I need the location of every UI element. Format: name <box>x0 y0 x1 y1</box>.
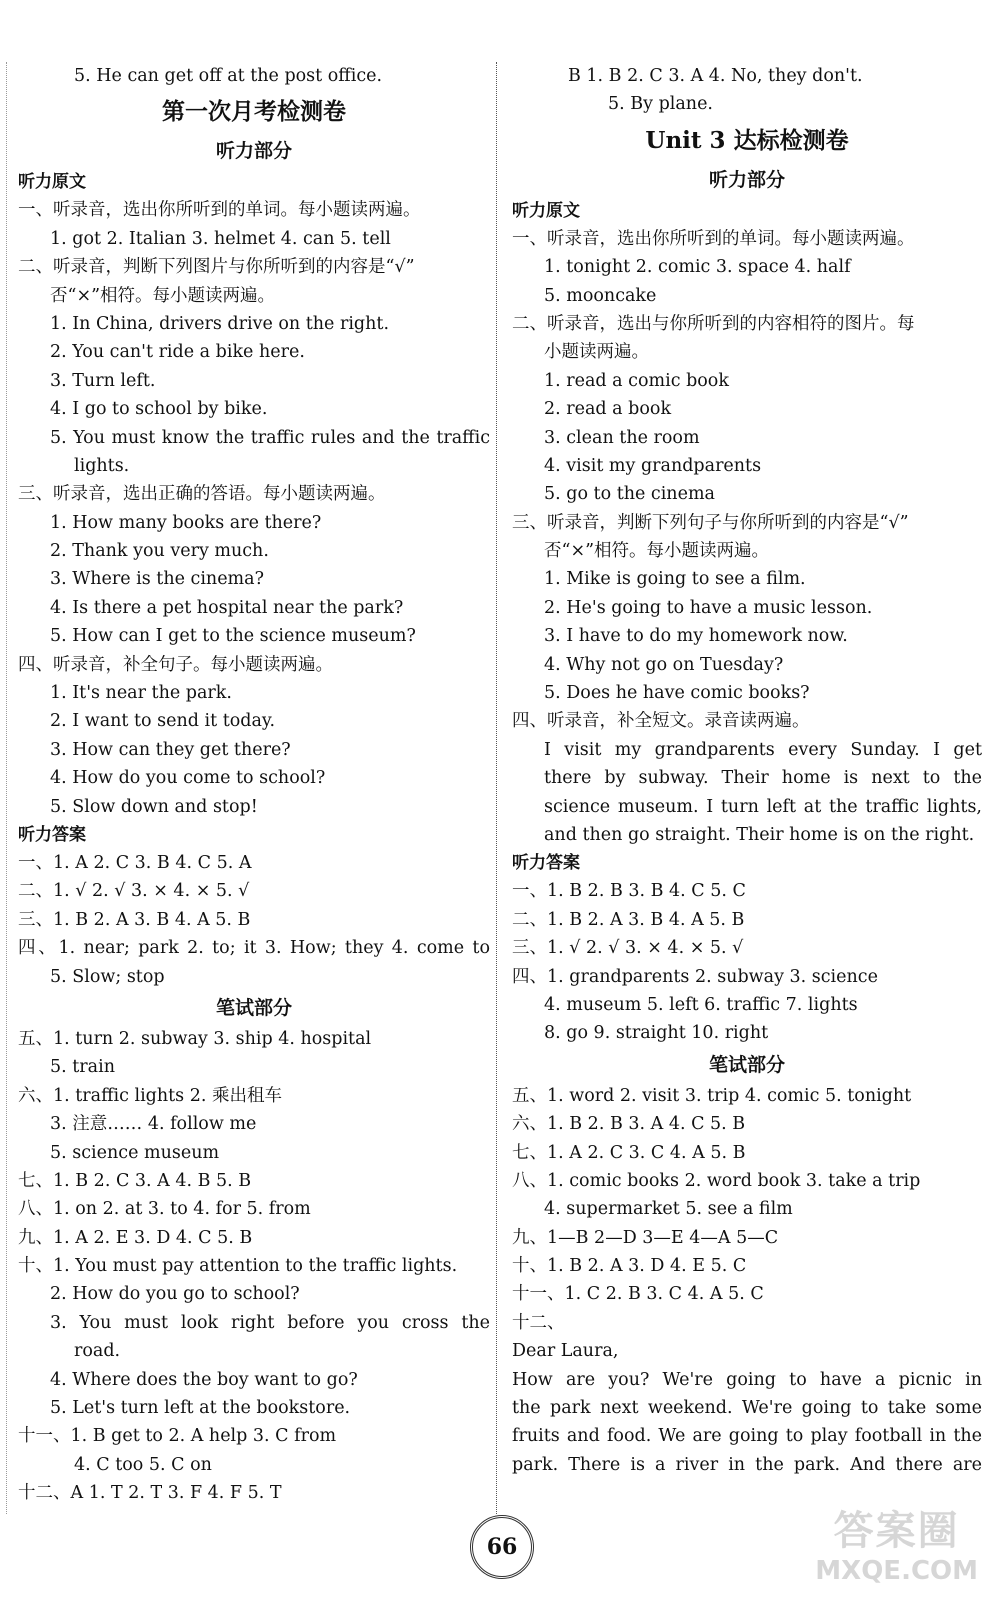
watermark-url: MXQE.COM <box>815 1556 978 1586</box>
text-line: 3. Where is the cinema? <box>50 569 264 590</box>
text-line: 十、1. B 2. A 3. D 4. E 5. C <box>512 1256 747 1277</box>
text-line: 3. How can they get there? <box>50 739 291 760</box>
text-line: 5. go to the cinema <box>544 484 715 505</box>
text-line: 4. Is there a pet hospital near the park? <box>50 597 404 618</box>
text-line: lights. <box>74 455 130 476</box>
part-heading: 笔试部分 <box>708 1053 785 1076</box>
text-line: 四、1. grandparents 2. subway 3. science <box>512 966 878 987</box>
text-line: fruits and food. We are going to play football in the <box>512 1426 982 1447</box>
text-line: 1. In China, drivers drive on the right. <box>50 313 390 334</box>
text-line: 1. got 2. Italian 3. helmet 4. can 5. tell <box>50 228 391 249</box>
page-number-badge <box>470 1515 534 1579</box>
text-line: road. <box>74 1341 121 1362</box>
text-line: 十一、1. C 2. B 3. C 4. A 5. C <box>512 1284 764 1305</box>
part-heading: 听力部分 <box>708 168 785 191</box>
text-line: 四、听录音，补全短文。录音读两遍。 <box>512 711 810 732</box>
text-line: science museum. I turn left at the traffic lights, <box>544 796 982 817</box>
right-column <box>512 62 982 1479</box>
text-line: 5. Slow; stop <box>50 966 165 987</box>
text-line: 七、1. B 2. C 3. A 4. B 5. B <box>18 1170 252 1191</box>
text-line: How are you? We're going to have a picnic in <box>512 1369 982 1390</box>
text-line: 5. By plane. <box>608 94 713 115</box>
text-line: 5. Slow down and stop! <box>50 796 258 817</box>
text-line: 一、1. A 2. C 3. B 4. C 5. A <box>18 852 252 873</box>
text-line: 一、听录音，选出你所听到的单词。每小题读两遍。 <box>512 228 915 249</box>
text-line: 三、1. B 2. A 3. B 4. A 5. B <box>18 909 251 930</box>
text-line: 一、听录音，选出你所听到的单词。每小题读两遍。 <box>18 200 421 221</box>
text-line: 5. He can get off at the post office. <box>74 66 383 86</box>
text-line: 4. Why not go on Tuesday? <box>544 654 784 675</box>
text-line: 四、听录音，补全句子。每小题读两遍。 <box>18 654 333 675</box>
text-line: and then go straight. Their home is on the right. <box>544 824 975 845</box>
text-line: 5. How can I get to the science museum? <box>50 626 416 647</box>
part-heading: 笔试部分 <box>215 996 292 1019</box>
section-title: 第一次月考检测卷 <box>162 98 346 126</box>
text-line: 三、1. √ 2. √ 3. × 4. × 5. √ <box>512 938 744 959</box>
text-line: 3. You must look right before you cross the <box>50 1312 490 1333</box>
text-line: 4. supermarket 5. see a film <box>544 1199 793 1220</box>
text-line: I visit my grandparents every Sunday. I get <box>544 739 982 760</box>
text-line: 一、1. B 2. B 3. B 4. C 5. C <box>512 881 746 902</box>
text-line: 四、1. near; park 2. to; it 3. How; they 4. come to <box>18 938 490 959</box>
text-line: 3. Turn left. <box>50 370 156 391</box>
text-line: 二、1. B 2. A 3. B 4. A 5. B <box>512 909 745 930</box>
text-line: 十、1. You must pay attention to the traffic lights. <box>18 1256 458 1277</box>
text-line: 八、1. comic books 2. word book 3. take a trip <box>512 1170 921 1191</box>
watermark <box>815 1499 978 1586</box>
text-line: 5. mooncake <box>544 285 657 306</box>
text-line: 1. It's near the park. <box>50 683 232 704</box>
text-line: 三、听录音，选出正确的答语。每小题读两遍。 <box>18 484 386 505</box>
part-heading: 听力部分 <box>215 140 292 163</box>
column-divider <box>496 62 497 1514</box>
text-line: 4. Where does the boy want to go? <box>50 1369 358 1390</box>
text-line: park. There is a river in the park. And there are <box>512 1454 982 1475</box>
sub-heading: 听力答案 <box>512 853 580 874</box>
left-margin-rule <box>6 62 7 1514</box>
sub-heading: 听力原文 <box>512 200 580 221</box>
watermark-logo: 答案圈 <box>833 1508 960 1554</box>
text-line: 否“×”相符。每小题读两遍。 <box>50 285 276 306</box>
text-line: 十一、1. B get to 2. A help 3. C from <box>18 1426 337 1447</box>
text-line: 八、1. on 2. at 3. to 4. for 5. from <box>18 1199 311 1220</box>
text-line: 九、1—B 2—D 3—E 4—A 5—C <box>512 1227 779 1248</box>
text-line: 2. I want to send it today. <box>50 711 276 732</box>
text-line: 二、听录音，判断下列图片与你所听到的内容是“√” <box>18 257 415 278</box>
sub-heading: 听力答案 <box>18 824 86 845</box>
text-line: 4. C too 5. C on <box>74 1454 212 1475</box>
left-column <box>18 62 490 1508</box>
sub-heading: 听力原文 <box>18 172 86 193</box>
text-line: 二、1. √ 2. √ 3. × 4. × 5. √ <box>18 881 250 902</box>
text-line: 二、听录音，选出与你所听到的内容相符的图片。每 <box>512 313 915 334</box>
text-line: Dear Laura, <box>512 1341 619 1362</box>
text-line: 4. How do you come to school? <box>50 768 326 789</box>
text-line: 1. How many books are there? <box>50 512 322 533</box>
text-line: 2. read a book <box>544 399 672 420</box>
text-line: 2. How do you go to school? <box>50 1284 300 1305</box>
text-line: 否“×”相符。每小题读两遍。 <box>544 541 770 562</box>
text-line: 2. You can't ride a bike here. <box>50 342 305 363</box>
text-line: 七、1. A 2. C 3. C 4. A 5. B <box>512 1142 746 1163</box>
text-line: 3. I have to do my homework now. <box>544 626 848 647</box>
text-line: 4. visit my grandparents <box>544 455 762 476</box>
text-line: 六、1. B 2. B 3. A 4. C 5. B <box>512 1114 746 1135</box>
text-line: 六、1. traffic lights 2. 乘出租车 <box>18 1085 282 1106</box>
text-line: 小题读两遍。 <box>544 342 649 363</box>
text-line: 5. Does he have comic books? <box>544 683 810 704</box>
text-line: there by subway. Their home is next to the <box>544 768 982 789</box>
text-line: 1. read a comic book <box>544 370 729 391</box>
page-number: 66 <box>486 1534 518 1560</box>
text-line: the park next weekend. We're going to take some <box>512 1398 982 1419</box>
text-line: 九、1. A 2. E 3. D 4. C 5. B <box>18 1227 253 1248</box>
text-line: 1. Mike is going to see a film. <box>544 569 806 590</box>
text-line: 十二、A 1. T 2. T 3. F 4. F 5. T <box>18 1483 282 1504</box>
text-line: 5. Let's turn left at the bookstore. <box>50 1398 351 1419</box>
text-line: 五、1. turn 2. subway 3. ship 4. hospital <box>18 1028 372 1049</box>
text-line: 5. science museum <box>50 1142 220 1163</box>
text-line: 三、听录音，判断下列句子与你所听到的内容是“√” <box>512 512 909 533</box>
section-title: Unit 3 达标检测卷 <box>645 126 849 154</box>
text-line: 8. go 9. straight 10. right <box>544 1023 769 1044</box>
text-line: 5. train <box>50 1057 115 1078</box>
text-line: 3. clean the room <box>544 427 700 448</box>
text-line: 3. 注意…… 4. follow me <box>50 1114 257 1135</box>
text-line: 4. I go to school by bike. <box>50 399 268 420</box>
text-line: 2. He's going to have a music lesson. <box>544 597 873 618</box>
text-line: 4. museum 5. left 6. traffic 7. lights <box>544 994 858 1015</box>
text-line: 5. You must know the traffic rules and the traffic <box>50 427 490 448</box>
text-line: 五、1. word 2. visit 3. trip 4. comic 5. tonight <box>512 1085 912 1106</box>
text-line: 十二、 <box>512 1312 565 1333</box>
text-line: 2. Thank you very much. <box>50 541 269 562</box>
text-line: B 1. B 2. C 3. A 4. No, they don't. <box>568 66 863 86</box>
text-line: 1. tonight 2. comic 3. space 4. half <box>544 257 851 278</box>
